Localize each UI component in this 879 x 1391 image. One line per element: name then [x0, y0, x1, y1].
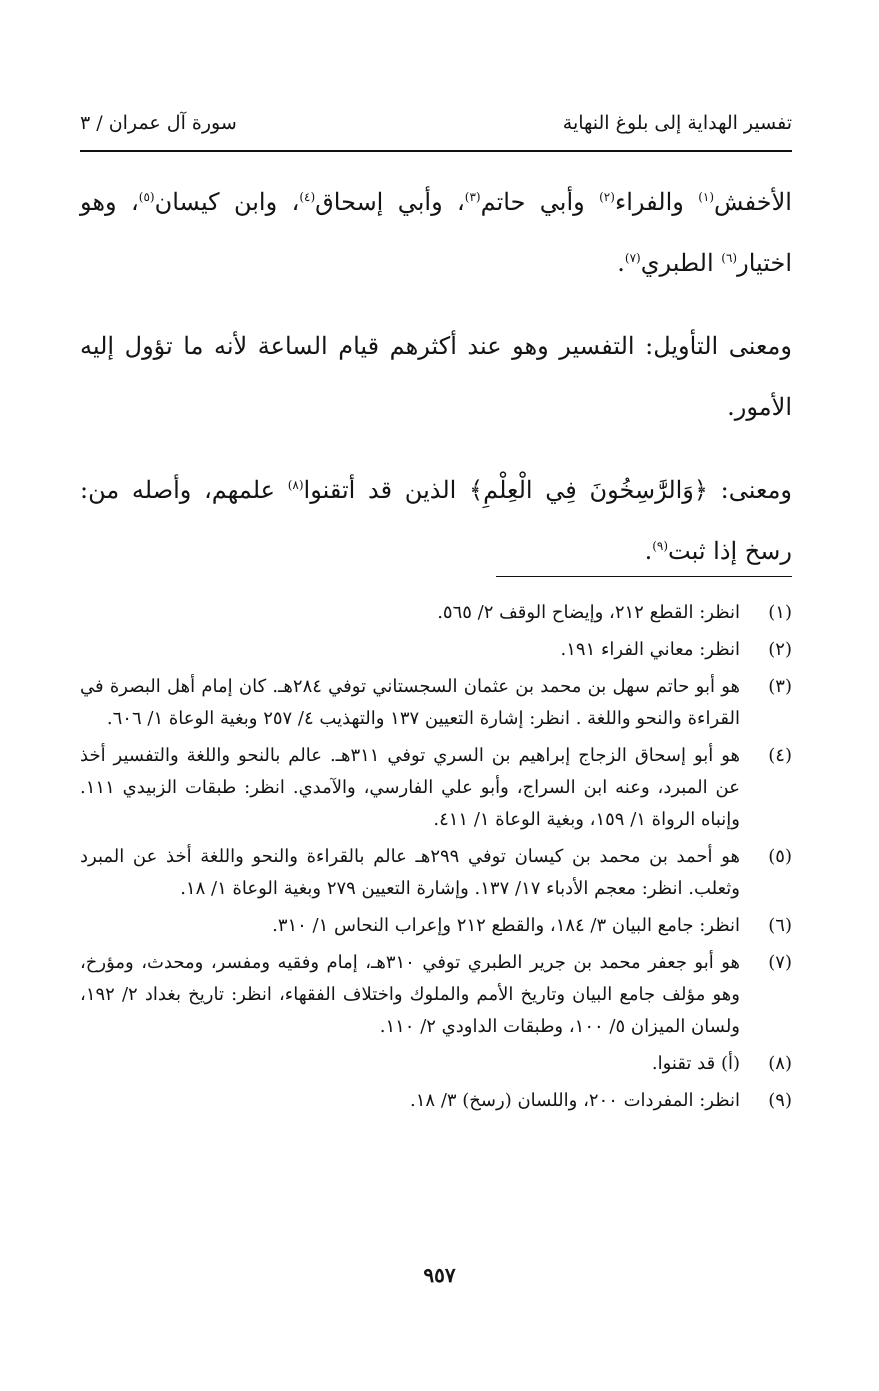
footnote — [80, 740, 792, 836]
text-span: والفراء — [614, 188, 699, 216]
footnote — [80, 634, 792, 666]
footnote-text: (أ) قد تقنوا. — [651, 1053, 740, 1074]
text-span: الطبري — [640, 249, 722, 277]
footnote-ref: (٨) — [287, 478, 304, 492]
book-title: تفسير الهداية إلى بلوغ النهاية — [562, 112, 792, 134]
footnote-ref: (٧) — [624, 251, 641, 265]
footnote — [80, 910, 792, 942]
footnote-number: (٨) — [768, 1053, 792, 1074]
text-span: ومعنى: — [707, 476, 793, 504]
main-text — [80, 172, 792, 604]
footnote-text: انظر: جامع البيان ٣/ ١٨٤، والقطع ٢١٢ وإعراب النحاس ١/ ٣١٠. — [272, 915, 740, 936]
paragraph-1 — [80, 172, 792, 294]
footnote-ref: (١) — [698, 190, 715, 204]
footnote — [80, 597, 792, 629]
footnote-text: انظر: القطع ٢١٢، وإيضاح الوقف ٢/ ٥٦٥. — [437, 602, 740, 623]
footnote-ref: (٣) — [464, 190, 481, 204]
text-span: ، وابن كيسان — [154, 188, 300, 216]
footnote-ref: (٦) — [721, 251, 738, 265]
text-span: . — [617, 249, 625, 277]
footnote-number: (٤) — [768, 745, 792, 766]
footnote — [80, 841, 792, 905]
header-rule — [80, 150, 792, 152]
text-span: الأخفش — [714, 188, 792, 216]
text-span: وأبي حاتم — [480, 188, 600, 216]
paragraph-2: ومعنى التأويل: التفسير وهو عند أكثرهم قيام الساعة لأنه ما تؤول إليه الأمور. — [80, 332, 792, 421]
text-span: علمهم، وأصله من: رسخ إذا ثبت — [80, 476, 792, 565]
footnote-text: هو أبو إسحاق الزجاج إبراهيم بن السري توفي ٣١١هـ. عالم بالنحو واللغة والتفسير أخذ عن المبرد، وعنه ابن السراج، وأبو علي الفارسي، والآمدي. انظر: طبقات الزبيدي ١١١. وإنباه الرواة ١/ ١٥٩، وبغية الوعاة ١/ ٤١١. — [80, 745, 740, 830]
paragraph-3 — [80, 460, 792, 582]
text-span: الذين قد أتقنوا — [303, 476, 470, 504]
footnote-number: (٦) — [768, 915, 792, 936]
footnote — [80, 671, 792, 735]
footnote — [80, 1048, 792, 1080]
quran-verse: ﴿وَالرَّٰسِخُونَ فِي الْعِلْمِ﴾ — [469, 476, 708, 504]
footnote — [80, 1085, 792, 1117]
footnote-ref: (٥) — [138, 190, 155, 204]
footnote-number: (٢) — [768, 639, 792, 660]
footnote-text: انظر: معاني الفراء ١٩١. — [560, 639, 740, 660]
footnote-text: انظر: المفردات ٢٠٠، واللسان (رسخ) ٣/ ١٨. — [410, 1090, 740, 1111]
footnote-text: هو أبو جعفر محمد بن جرير الطبري توفي ٣١٠هـ، إمام وفقيه ومفسر، ومحدث، ومؤرخ، وهو مؤلف جامع البيان وتاريخ الأمم والملوك واختلاف الفقهاء، انظر: تاريخ بغداد ٢/ ١٩٢، ولسان الميزان ٥/ ١٠٠، وطبقات الداودي ٢/ ١١٠. — [80, 952, 740, 1037]
footnote-ref: (٢) — [599, 190, 615, 204]
footnote-number: (٣) — [768, 676, 792, 697]
footnote-number: (٥) — [768, 846, 792, 867]
footnotes — [80, 597, 792, 1122]
footnote-text: هو أحمد بن محمد بن كيسان توفي ٢٩٩هـ عالم بالقراءة والنحو واللغة أخذ عن المبرد وثعلب. انظر: معجم الأدباء ١٧/ ١٣٧. وإشارة التعيين ٢٧٩ وبغية الوعاة ١/ ١٨. — [80, 846, 740, 899]
text-span: ، وهو اختيار — [80, 188, 792, 277]
text-span: . — [644, 537, 653, 565]
footnote-number: (١) — [768, 602, 792, 623]
footnote-ref: (٤) — [299, 190, 316, 204]
footnote — [80, 947, 792, 1043]
footnote-number: (٧) — [768, 952, 792, 973]
footnote-number: (٩) — [768, 1090, 792, 1111]
running-header — [80, 112, 792, 134]
footnote-separator — [496, 576, 792, 577]
footnote-ref: (٩) — [652, 539, 669, 553]
text-span: ، وأبي إسحاق — [315, 188, 465, 216]
footnote-text: هو أبو حاتم سهل بن محمد بن عثمان السجستاني توفي ٢٨٤هـ. كان إمام أهل البصرة في القراءة والنحو واللغة . انظر: إشارة التعيين ١٣٧ والتهذيب ٤/ ٢٥٧ وبغية الوعاة ١/ ٦٠٦. — [80, 676, 740, 729]
surah-label: سورة آل عمران / ٣ — [80, 112, 237, 134]
page-number: ٩٥٧ — [423, 1263, 456, 1287]
